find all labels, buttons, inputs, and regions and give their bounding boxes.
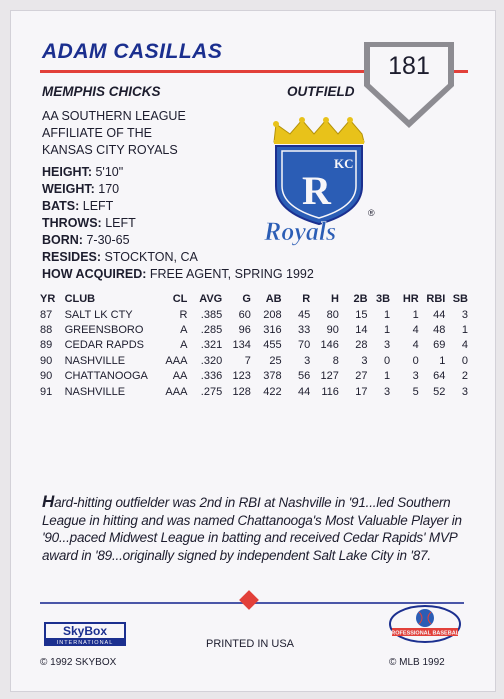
- svg-text:KC: KC: [334, 156, 354, 171]
- stats-header-row: YR CLUB CL AVG G AB R H 2B 3B HR RBI SB: [40, 293, 468, 305]
- skybox-copyright: © 1992 SKYBOX: [40, 657, 117, 668]
- affiliation: [42, 108, 186, 159]
- stats-row: 87 SALT LK CTY R .385 60 208 45 80 15 1 1 44 3: [40, 308, 468, 321]
- svg-text:PROFESSIONAL BASEBALL: PROFESSIONAL BASEBALL: [388, 630, 462, 637]
- affiliation-line: KANSAS CITY ROYALS: [42, 143, 178, 157]
- stats-row: 91 NASHVILLE AAA .275 128 422 44 116 17 3 5 52 3: [40, 385, 468, 398]
- player-name: ADAM CASILLAS: [42, 40, 223, 63]
- bio-born: BORN: 7-30-65: [42, 233, 130, 247]
- professional-baseball-logo-icon: [388, 604, 462, 644]
- bio-resides: RESIDES: STOCKTON, CA: [42, 250, 198, 264]
- stats-row: 90 NASHVILLE AAA .320 7 25 3 8 3 0 0 1 0: [40, 354, 468, 367]
- affiliation-line: AA SOUTHERN LEAGUE: [42, 109, 186, 123]
- mlb-copyright: © MLB 1992: [389, 657, 445, 668]
- affiliation-line: AFFILIATE OF THE: [42, 126, 152, 140]
- highlights-text: ard-hitting outfielder was 2nd in RBI at Nashville in '91...led Southern League in hitting and was named Chattanooga's Most Valuable Player in '90...paced Midwest League in batting and received Cedar Rapids' MVP award in '89...originally signed by independent Salt Lake City in '87.: [42, 495, 462, 563]
- stats-row: 90 CHATTANOOGA AA .336 123 378 56 127 27 1 3 64 2: [40, 370, 468, 383]
- royals-logo-icon: [262, 116, 382, 256]
- stats-row: 88 GREENSBORO A .285 96 316 33 90 14 1 4 48 1: [40, 324, 468, 337]
- drop-cap: H: [42, 492, 55, 511]
- bio-weight: WEIGHT: 170: [42, 182, 120, 196]
- svg-text:Royals: Royals: [264, 217, 337, 246]
- stats-table: [40, 291, 468, 399]
- printed-in-usa: PRINTED IN USA: [206, 638, 295, 650]
- career-highlights: [42, 493, 462, 564]
- card-number: 181: [388, 52, 430, 80]
- svg-text:INTERNATIONAL: INTERNATIONAL: [56, 640, 114, 646]
- player-position: OUTFIELD: [287, 84, 355, 99]
- skybox-logo-icon: [44, 622, 126, 646]
- team-name: MEMPHIS CHICKS: [42, 84, 161, 99]
- svg-text:R: R: [302, 168, 331, 213]
- svg-text:SkyBox: SkyBox: [62, 624, 108, 638]
- bio-how-acquired: HOW ACQUIRED: FREE AGENT, SPRING 1992: [42, 267, 314, 281]
- stats-row: 89 CEDAR RAPDS A .321 134 455 70 146 28 3 4 69 4: [40, 339, 468, 352]
- bio-height: HEIGHT: 5'10": [42, 165, 124, 179]
- bio-throws: THROWS: LEFT: [42, 216, 136, 230]
- svg-text:®: ®: [368, 208, 375, 218]
- crown-icon: [273, 117, 364, 144]
- bio-bats: BATS: LEFT: [42, 199, 114, 213]
